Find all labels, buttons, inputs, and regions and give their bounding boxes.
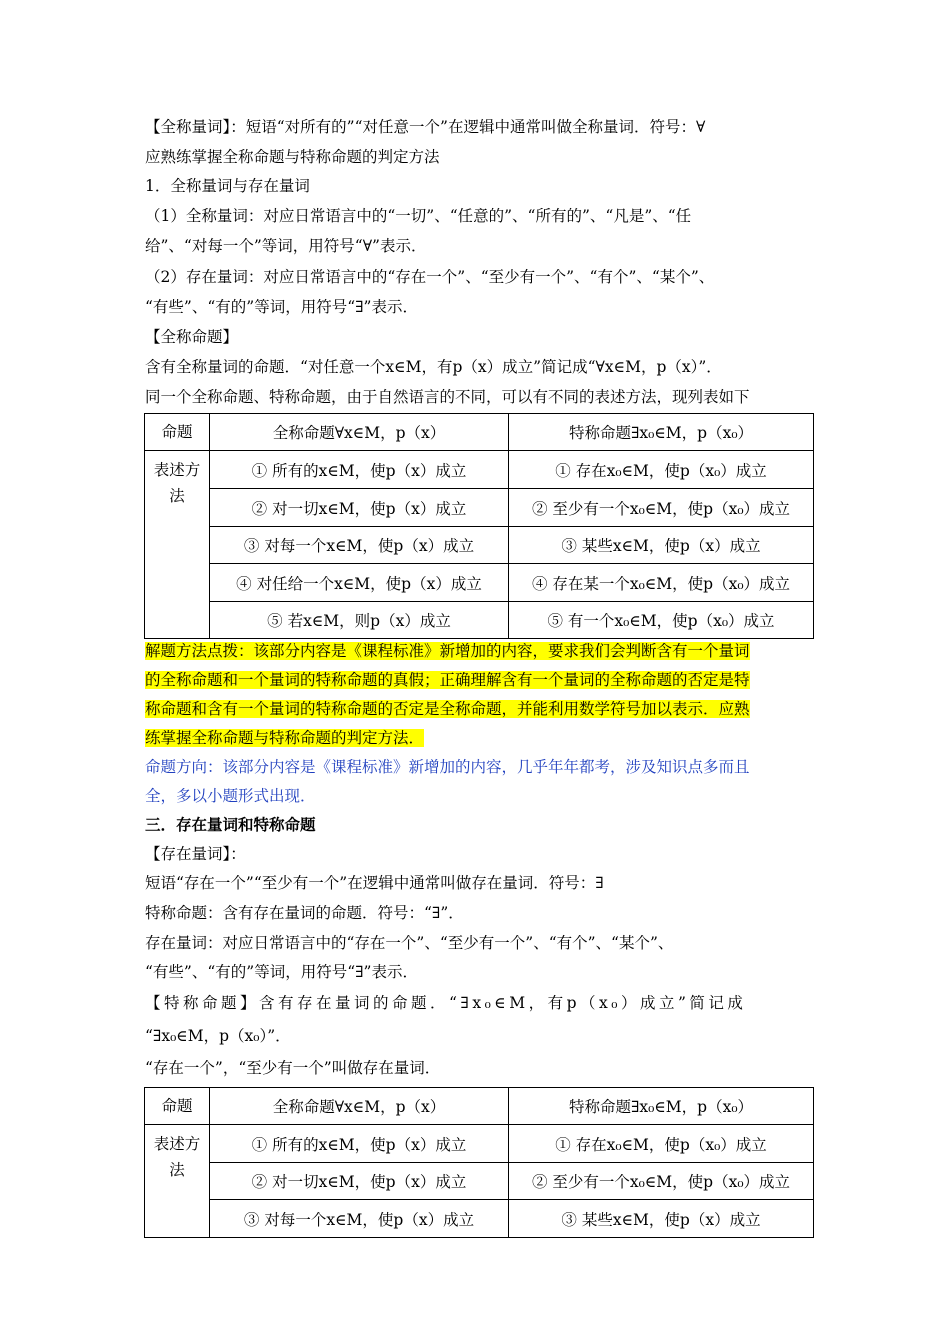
tips-line bbox=[145, 640, 750, 662]
table-cell: ① 所有的x∈M，使p（x）成立 bbox=[210, 451, 509, 489]
table-cell: ① 存在x₀∈M，使p（x₀）成立 bbox=[509, 451, 814, 489]
paragraph-line: 同一个全称命题、特称命题，由于自然语言的不同，可以有不同的表述方法，现列表如下 bbox=[145, 388, 750, 406]
direction-line: 命题方向：该部分内容是《课程标准》新增加的内容，几乎年年都考，涉及知识点多而且 bbox=[145, 758, 750, 776]
table-cell: ④ 存在某一个x₀∈M，使p（x₀）成立 bbox=[509, 564, 814, 602]
table-row bbox=[145, 564, 814, 602]
paragraph-line: 【特称命题】含有存在量词的命题．“∃x₀∈M，有p（x₀）成立”简记成 bbox=[145, 994, 747, 1012]
row-label-cell: 表述方法 bbox=[145, 451, 210, 639]
paragraph-line: 含有全称量词的命题．“对任意一个x∈M，有p（x）成立”简记成“∀x∈M，p（x）”． bbox=[145, 358, 722, 376]
table-row bbox=[145, 602, 814, 639]
table-cell: ④ 对任给一个x∈M，使p（x）成立 bbox=[210, 564, 509, 602]
direction-line: 全，多以小题形式出现． bbox=[145, 787, 316, 805]
universal-proposition-heading: 【全称命题】 bbox=[145, 328, 239, 346]
paragraph-line: 给”、“对每一个”等词，用符号“∀”表示． bbox=[145, 237, 427, 255]
table-row bbox=[145, 527, 814, 564]
table-cell: ③ 对每一个x∈M，使p（x）成立 bbox=[210, 527, 509, 564]
paragraph-line: 应熟练掌握全称命题与特称命题的判定方法 bbox=[145, 148, 440, 166]
table-cell: ⑤ 若x∈M，则p（x）成立 bbox=[210, 602, 509, 639]
table-cell: ⑤ 有一个x₀∈M，使p（x₀）成立 bbox=[509, 602, 814, 639]
table-header-cell: 特称命题∃x₀∈M，p（x₀） bbox=[509, 414, 814, 451]
table-cell: ① 存在x₀∈M，使p（x₀）成立 bbox=[509, 1125, 814, 1163]
table-cell: ② 对一切x∈M，使p（x）成立 bbox=[210, 1163, 509, 1200]
table-cell: ② 至少有一个x₀∈M，使p（x₀）成立 bbox=[509, 489, 814, 527]
table-row bbox=[145, 1163, 814, 1200]
paragraph-line: “∃x₀∈M，p（x₀）”． bbox=[145, 1027, 291, 1045]
table-cell: ② 对一切x∈M，使p（x）成立 bbox=[210, 489, 509, 527]
highlighted-text: 称命题和含有一个量词的特称命题的否定是全称命题，并能利用数学符号加以表示．应熟 bbox=[145, 700, 750, 718]
paragraph-line: 存在量词：对应日常语言中的“存在一个”、“至少有一个”、“有个”、“某个”、 bbox=[145, 934, 674, 952]
highlighted-text: 解题方法点拨：该部分内容是《课程标准》新增加的内容，要求我们会判断含有一个量词 bbox=[145, 642, 750, 660]
paragraph-line: （2）存在量词：对应日常语言中的“存在一个”、“至少有一个”、“有个”、“某个”、 bbox=[145, 268, 715, 286]
table-row bbox=[145, 1200, 814, 1238]
table-cell: ③ 某些x∈M，使p（x）成立 bbox=[509, 1200, 814, 1238]
paragraph-line: （1）全称量词：对应日常语言中的“一切”、“任意的”、“所有的”、“凡是”、“任 bbox=[145, 207, 692, 225]
table-cell: ③ 某些x∈M，使p（x）成立 bbox=[509, 527, 814, 564]
paragraph-line: 特称命题：含有存在量词的命题．符号：“∃”． bbox=[145, 904, 464, 922]
highlighted-text: 的全称命题和一个量词的特称命题的真假；正确理解含有一个量词的全称命题的否定是特 bbox=[145, 671, 750, 689]
quantifier-definition: 【全称量词】：短语“对所有的”“对任意一个”在逻辑中通常叫做全称量词．符号：∀ bbox=[145, 118, 706, 136]
row-label-cell: 表述方法 bbox=[145, 1125, 210, 1238]
paragraph-line: “有些”、“有的”等词，用符号“∃”表示． bbox=[145, 298, 418, 316]
highlighted-text: 练掌握全称命题与特称命题的判定方法． bbox=[145, 729, 425, 747]
table-header-cell: 命题 bbox=[145, 414, 210, 451]
table-cell: ③ 对每一个x∈M，使p（x）成立 bbox=[210, 1200, 509, 1238]
tips-line bbox=[145, 669, 750, 691]
expression-table-1 bbox=[144, 413, 814, 639]
tips-line bbox=[145, 698, 750, 720]
table-row bbox=[145, 451, 814, 489]
existential-quantifier-heading: 【存在量词】： bbox=[145, 845, 246, 863]
table-header-cell: 命题 bbox=[145, 1088, 210, 1125]
table-header-cell: 特称命题∃x₀∈M，p（x₀） bbox=[509, 1088, 814, 1125]
paragraph-line: “存在一个”，“至少有一个”叫做存在量词． bbox=[145, 1059, 441, 1077]
table-header-cell: 全称命题∀x∈M，p（x） bbox=[210, 414, 509, 451]
table-row bbox=[145, 1125, 814, 1163]
paragraph-line: “有些”、“有的”等词，用符号“∃”表示． bbox=[145, 963, 418, 981]
table-header-row bbox=[145, 1088, 814, 1125]
table-cell: ① 所有的x∈M，使p（x）成立 bbox=[210, 1125, 509, 1163]
section-title: 三．存在量词和特称命题 bbox=[145, 815, 316, 834]
paragraph-line: 短语“存在一个”“至少有一个”在逻辑中通常叫做存在量词．符号：∃ bbox=[145, 874, 604, 892]
table-header-row bbox=[145, 414, 814, 451]
subsection-heading: 1．全称量词与存在量词 bbox=[145, 177, 310, 195]
tips-line bbox=[145, 727, 424, 749]
expression-table-2 bbox=[144, 1087, 814, 1238]
table-header-cell: 全称命题∀x∈M，p（x） bbox=[210, 1088, 509, 1125]
table-cell: ② 至少有一个x₀∈M，使p（x₀）成立 bbox=[509, 1163, 814, 1200]
table-row bbox=[145, 489, 814, 527]
